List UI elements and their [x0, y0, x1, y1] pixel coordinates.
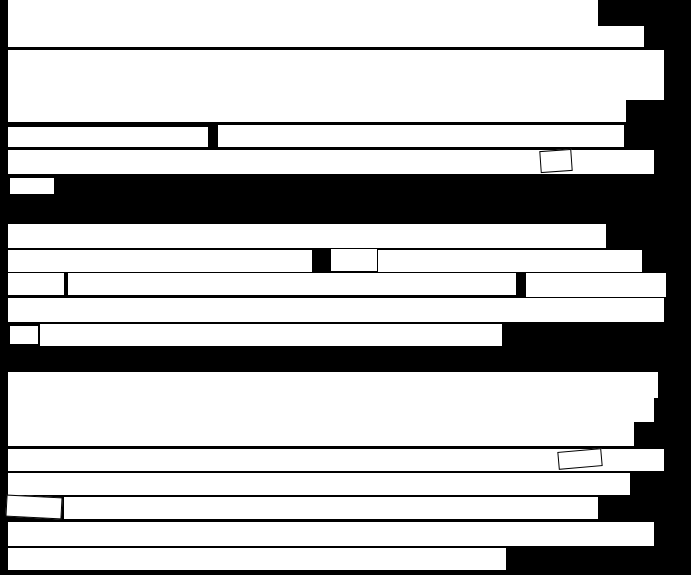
- block-3-tilted-tab-1: [557, 448, 602, 470]
- block-3-line-6: [64, 497, 598, 519]
- block-1-line-7: [10, 178, 54, 194]
- block-2-line-3c: [526, 273, 666, 297]
- block-3-tilted-tab-2: [5, 495, 62, 520]
- block-1-line-2: [8, 26, 644, 48]
- block-3-line-5: [8, 473, 630, 495]
- block-2-line-2b: [378, 250, 642, 272]
- block-1-line-1: [8, 0, 598, 26]
- block-2-line-5b: [40, 324, 502, 346]
- block-1-line-3: [8, 50, 664, 100]
- block-3-divider: [8, 446, 634, 448]
- block-1-tilted-tab: [539, 149, 572, 173]
- block-2-line-3a: [8, 273, 64, 295]
- block-1-divider: [8, 47, 644, 49]
- block-2-line-1: [8, 224, 606, 248]
- block-3-line-8: [8, 548, 506, 570]
- block-2-line-3b: [68, 273, 516, 295]
- block-1-line-5a: [8, 127, 208, 147]
- block-1-line-4: [8, 100, 626, 122]
- block-2-line-5a: [10, 326, 38, 344]
- block-3-line-2: [8, 398, 654, 422]
- block-3-line-3: [8, 422, 634, 446]
- block-2-boxed-word: [330, 248, 378, 272]
- block-1-line-5b: [218, 125, 624, 147]
- block-3-line-1: [8, 372, 658, 398]
- block-3-line-7: [8, 522, 654, 546]
- block-2-line-4: [8, 298, 664, 322]
- block-2-line-2a: [8, 250, 312, 272]
